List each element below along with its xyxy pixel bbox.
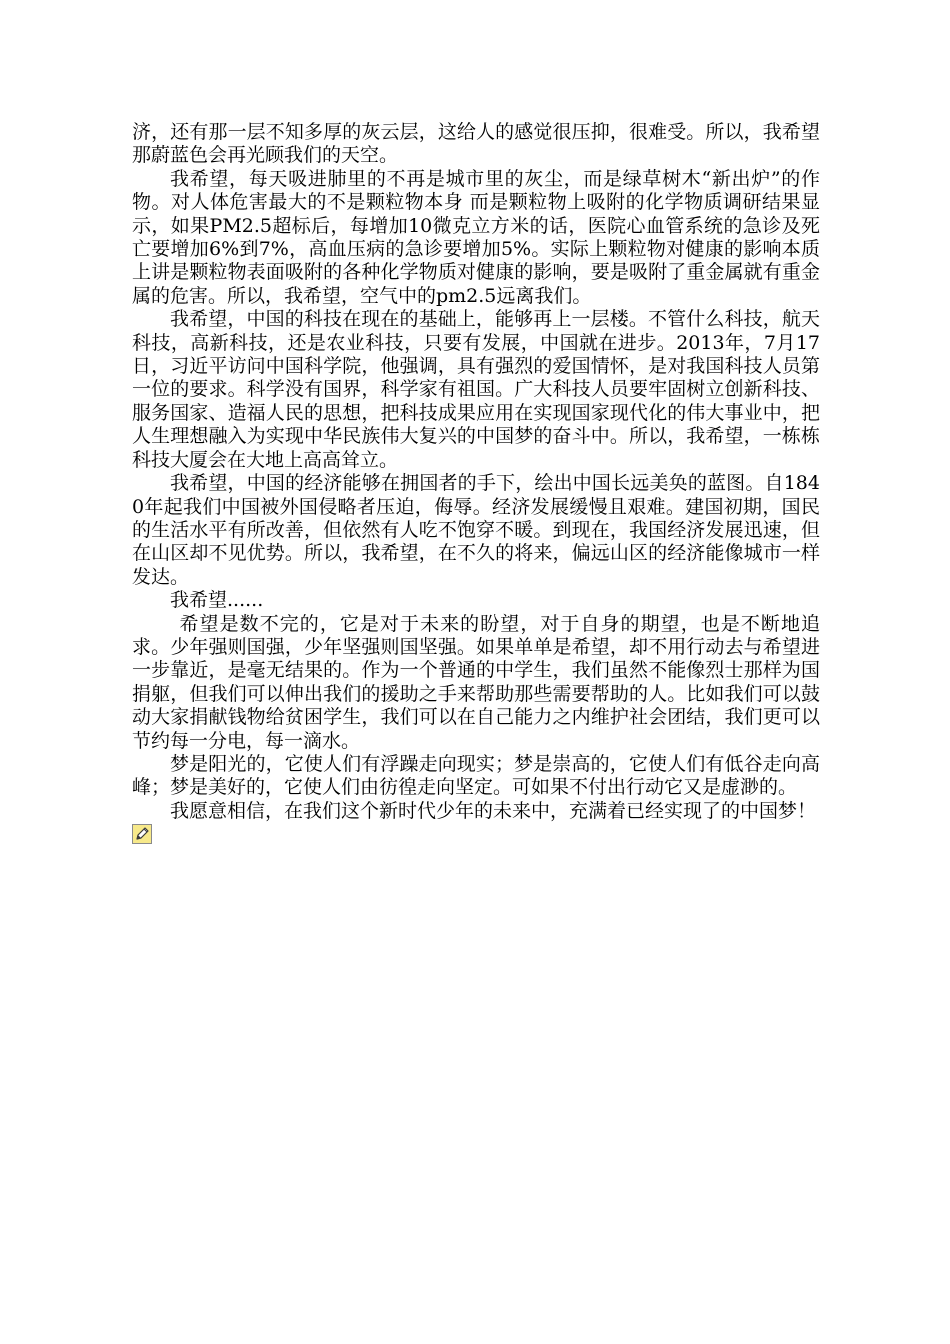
paragraph-conclusion: 我愿意相信，在我们这个新时代少年的未来中，充满着已经实现了的中国梦！ [170,799,817,822]
paragraph-ellipsis: 我希望...... [170,589,264,612]
end-mark [132,823,820,846]
paragraph-technology: 我希望，中国的科技在现在的基础上，能够再上一层楼。不管什么科技，航天科技，高新科技，还是农业科技，只要有发展，中国就在进步。2013年，7月17日，习近平访问中国科学院，他强调，具有强烈的爱国情怀，是对我国科技人员第一位的要求。科学没有国界，科学家有祖国。广大科技人员要牢固树立创新科技、服务国家、造福人民的思想，把科技成果应用在实现国家现代化的伟大事业中，把人生理想融入为实现中华民族伟大复兴的中国梦的奋斗中。所以，我希望，一栋栋科技大厦会在大地上高高耸立。 [132,308,820,471]
edit-pencil-icon[interactable] [132,824,152,844]
paragraph-hope: 希望是数不完的，它是对于未来的盼望，对于自身的期望，也是不断地追求。少年强则国强，少年坚强则国坚强。如果单单是希望，却不用行动去与希望进一步靠近，是毫无结果的。作为一个普通的中学生，我们虽然不能像烈士那样为国捐躯，但我们可以伸出我们的援助之手来帮助那些需要帮助的人。比如我们可以鼓动大家捐献钱物给贫困学生，我们可以在自己能力之内维护社会团结，我们更可以节约每一分电，每一滴水。 [132,612,820,752]
paragraph-clean-air: 我希望，每天吸进肺里的不再是城市里的灰尘，而是绿草树木“新出炉”的作物。对人体危害最大的不是颗粒物本身 而是颗粒物上吸附的化学物质调研结果显示，如果PM2.5超标后，每增加10微克立方米的话，医院心血管系统的急诊及死亡要增加6%到7%，高血压病的急诊要增加5%。实际上颗粒物对健康的影响本质上讲是颗粒物表面吸附的各种化学物质对健康的影响，要是吸附了重金属就有重金属的危害。所以，我希望，空气中的pm2.5远离我们。 [132,167,820,307]
paragraph-dream: 梦是阳光的，它使人们有浮躁走向现实；梦是崇高的，它使人们有低谷走向高峰；梦是美好的，它使人们由彷徨走向坚定。可如果不付出行动它又是虚渺的。 [132,752,820,799]
paragraph-continuation: 济，还有那一层不知多厚的灰云层，这给人的感觉很压抑，很难受。所以，我希望那蔚蓝色会再光顾我们的天空。 [132,121,820,167]
paragraph-economy: 我希望，中国的经济能够在拥国者的手下，绘出中国长远美奂的蓝图。自1840年起我们中国被外国侵略者压迫，侮辱。经济发展缓慢且艰难。建国初期，国民的生活水平有所改善，但依然有人吃不饱穿不暖。到现在，我国经济发展迅速，但在山区却不见优势。所以，我希望，在不久的将来，偏远山区的经济能像城市一样发达。 [132,472,820,588]
document-body [132,121,820,847]
